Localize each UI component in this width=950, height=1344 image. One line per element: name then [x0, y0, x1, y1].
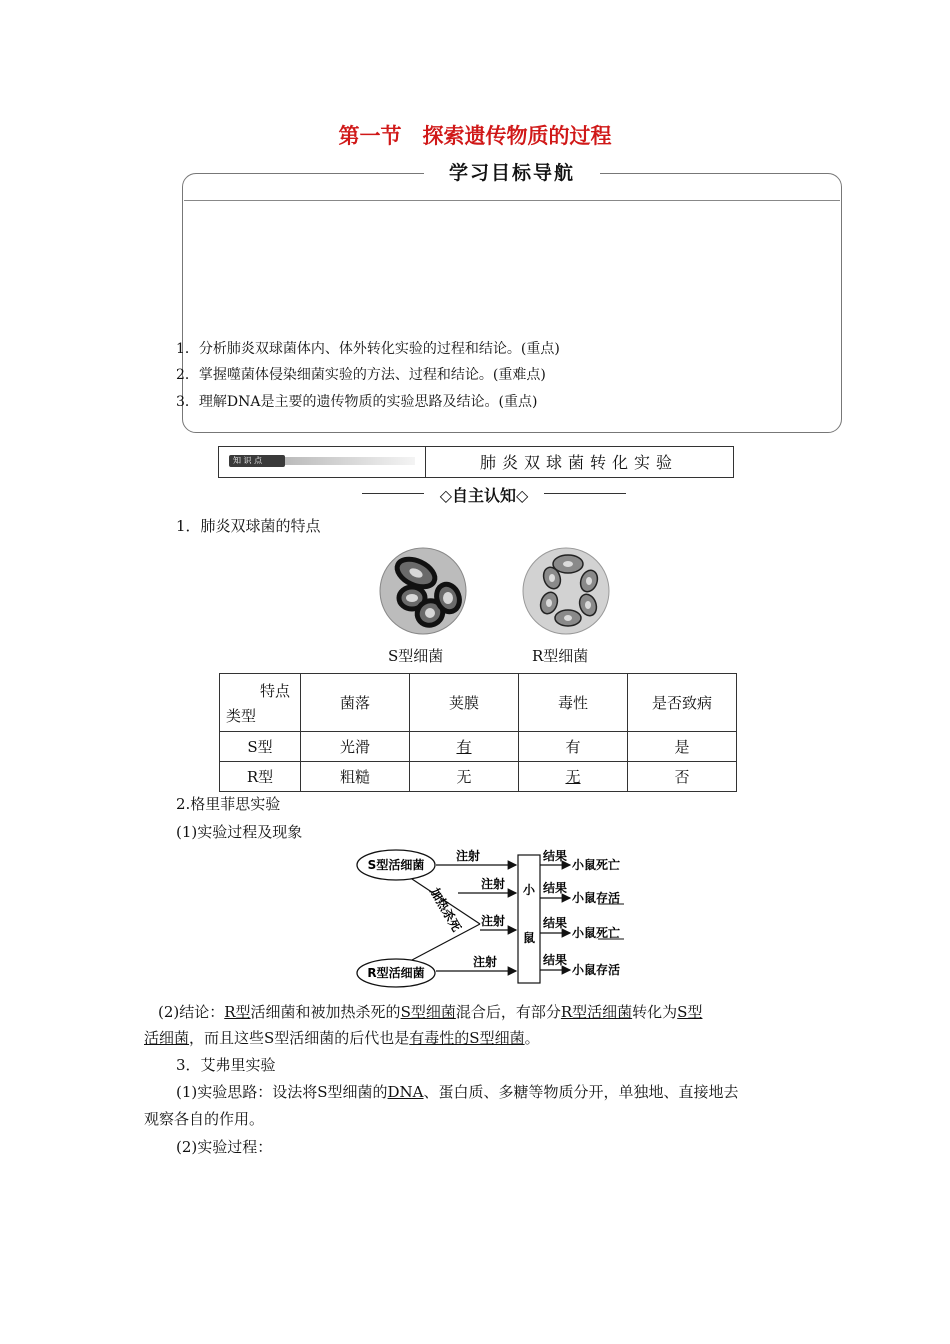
mouse-box	[518, 855, 540, 983]
table-cell: 有	[410, 732, 519, 762]
corner-bottom-label: 类型	[226, 706, 257, 725]
corner-top-label: 特点	[259, 681, 290, 700]
idea-text: 观察各自的作用。	[144, 1110, 265, 1128]
table-header-cell: 是否致病	[628, 674, 737, 732]
page-title: 第一节 探索遗传物质的过程	[338, 124, 612, 148]
table-cell: 粗糙	[301, 762, 410, 792]
heat-label: 加热杀死	[427, 885, 464, 935]
griffith-diagram	[350, 846, 640, 988]
inject-label-1: 注射	[455, 849, 481, 863]
conclusion-lead: (2)结论：	[158, 1003, 225, 1021]
conclusion-blank: S型细菌	[400, 1003, 456, 1021]
result-label-1: 结果	[542, 849, 568, 863]
table-corner-cell	[220, 674, 301, 732]
inject-label-3: 注射	[480, 914, 506, 928]
table-cell: 否	[628, 762, 737, 792]
conclusion-text: 转化为	[632, 1003, 678, 1021]
result-label-3: 结果	[542, 916, 568, 930]
r-live-label: R型活细菌	[367, 966, 425, 980]
section-stripe	[285, 457, 415, 465]
subheading-rule-right	[544, 493, 626, 494]
outcome-2: 小鼠存活	[572, 891, 621, 905]
outcome-1: 小鼠死亡	[572, 858, 621, 872]
part1-heading: 1．肺炎双球菌的特点	[176, 517, 321, 535]
table-cell: 无	[519, 762, 628, 792]
table-cell: 光滑	[301, 732, 410, 762]
inject-label-4: 注射	[472, 955, 498, 969]
table-header-cell: 毒性	[519, 674, 628, 732]
section-bar-left	[219, 447, 426, 477]
caption-r-bacteria: R型细菌	[532, 647, 589, 665]
conclusion-blank: 活细菌	[144, 1029, 190, 1047]
goal-item-3: 3．理解DNA是主要的遗传物质的实验思路及结论。(重点)	[176, 394, 538, 410]
idea-blank: DNA	[387, 1083, 424, 1101]
conclusion-text: 。	[524, 1029, 540, 1047]
section-title: 肺炎双球菌转化实验	[479, 453, 678, 472]
table-header-cell: 菌落	[301, 674, 410, 732]
table-cell: R型	[220, 762, 301, 792]
table-cell: 是	[628, 732, 737, 762]
table-cell: S型	[220, 732, 301, 762]
section-badge: 知 识 点	[229, 455, 285, 467]
section-bar	[218, 446, 734, 478]
mouse-char-1: 小	[522, 883, 536, 897]
inject-label-2: 注射	[480, 877, 506, 891]
conclusion-text: ，而且这些S型活细菌的后代也是	[189, 1029, 410, 1047]
r-bacteria-image	[522, 545, 610, 637]
goal-item-2: 2．掌握噬菌体侵染细菌实验的方法、过程和结论。(重难点)	[176, 367, 546, 383]
idea-text: 、蛋白质、多糖等物质分开，单独地、直接地去	[423, 1083, 739, 1101]
table-header-cell: 荚膜	[410, 674, 519, 732]
traits-table	[219, 673, 737, 792]
result-label-2: 结果	[542, 881, 568, 895]
table-row	[220, 732, 737, 762]
outcome-3: 小鼠死亡	[572, 926, 621, 940]
subheading-rule-left	[362, 493, 424, 494]
table-row	[220, 762, 737, 792]
goals-inner-frame	[184, 200, 840, 331]
part3-heading: 3．艾弗里实验	[176, 1056, 276, 1074]
conclusion-blank: R型活细菌	[560, 1003, 633, 1021]
goals-heading: 学习目标导航	[424, 158, 600, 185]
conclusion-blank: S型	[677, 1003, 703, 1021]
idea-text: (1)实验思路：设法将S型细菌的	[176, 1083, 388, 1101]
mix-line	[412, 924, 480, 960]
table-cell: 有	[519, 732, 628, 762]
part3-idea-paragraph	[144, 1079, 818, 1133]
goal-item-1: 1．分析肺炎双球菌体内、体外转化实验的过程和结论。(重点)	[176, 341, 560, 357]
mouse-char-2: 鼠	[522, 931, 536, 945]
conclusion-blank: R型	[224, 1003, 251, 1021]
table-cell: 无	[410, 762, 519, 792]
conclusion-text: 活细菌和被加热杀死的	[250, 1003, 401, 1021]
s-bacteria-image	[378, 545, 468, 637]
conclusion-paragraph	[144, 999, 818, 1051]
part2-sub1: (1)实验过程及现象	[176, 823, 303, 841]
part3-process: (2)实验过程：	[176, 1138, 273, 1156]
part2-heading: 2.格里菲思实验	[176, 795, 281, 813]
caption-s-bacteria: S型细菌	[388, 647, 444, 665]
outcome-4: 小鼠存活	[572, 963, 621, 977]
conclusion-blank: 有毒性的S型细菌	[409, 1029, 525, 1047]
s-live-label: S型活细菌	[367, 858, 425, 872]
result-label-4: 结果	[542, 953, 568, 967]
subheading: ◇自主认知◇	[439, 486, 529, 505]
conclusion-text: 混合后，有部分	[455, 1003, 561, 1021]
